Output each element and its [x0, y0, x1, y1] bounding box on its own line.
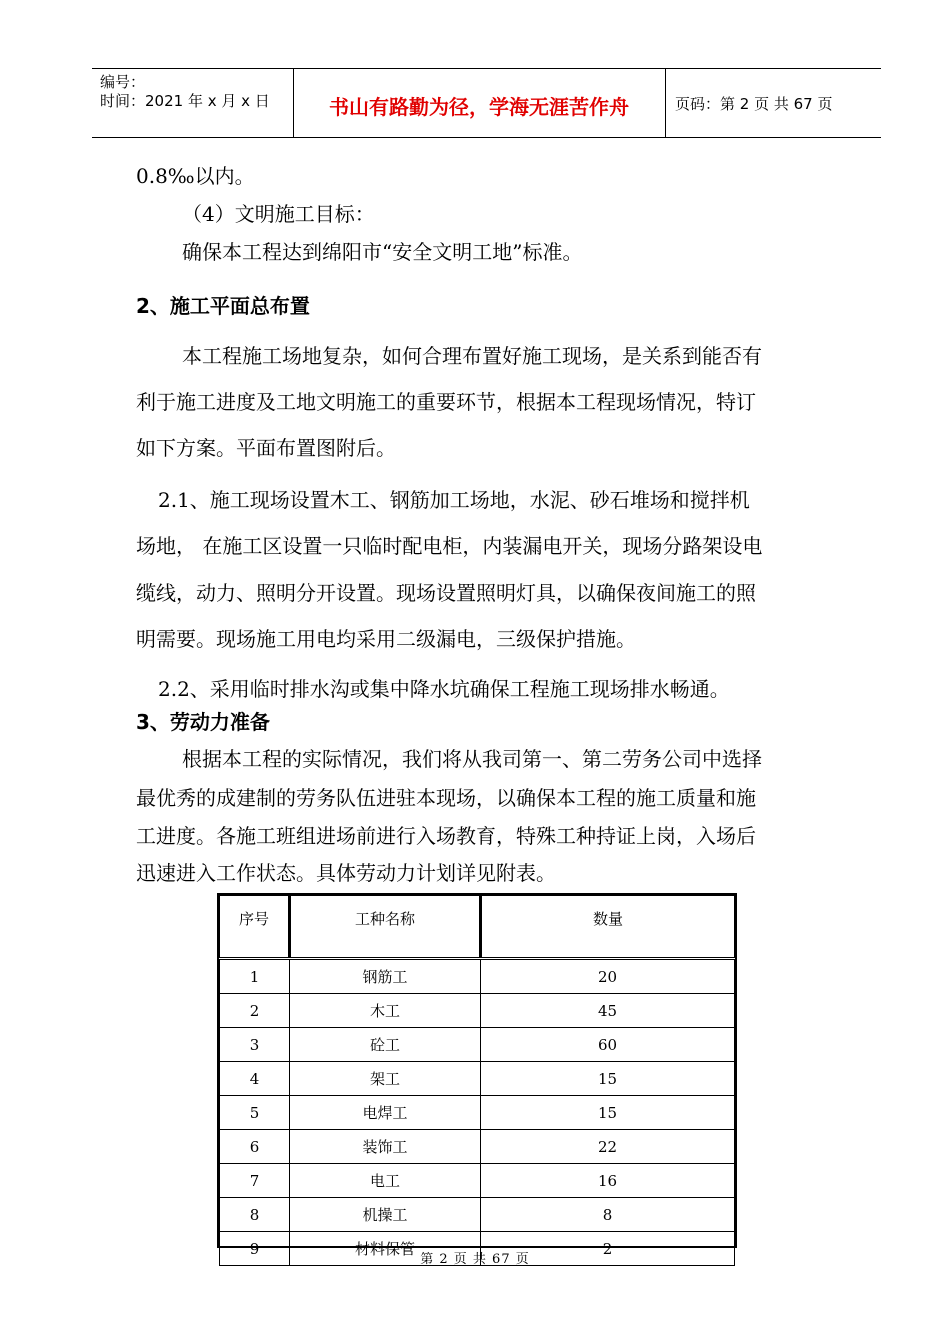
body-line: （4）文明施工目标： [182, 202, 375, 226]
table-cell: 木工 [290, 994, 481, 1028]
header-divider [665, 69, 666, 137]
table-cell: 2 [220, 994, 290, 1028]
header-meta [100, 73, 270, 111]
table-cell: 15 [481, 1096, 735, 1130]
table-cell: 钢筋工 [290, 959, 481, 994]
table-cell: 7 [220, 1164, 290, 1198]
table-header-cell: 数量 [481, 896, 735, 959]
table-cell: 45 [481, 994, 735, 1028]
body-line: 确保本工程达到绵阳市“安全文明工地”标准。 [182, 240, 583, 264]
table-cell: 电焊工 [290, 1096, 481, 1130]
body-line: 场地， 在施工区设置一只临时配电柜，内装漏电开关，现场分路架设电 [136, 534, 763, 558]
table-cell: 5 [220, 1096, 290, 1130]
body-line: 利于施工进度及工地文明施工的重要环节，根据本工程现场情况，特订 [136, 390, 756, 414]
table-row [220, 994, 735, 1028]
body-line: 2.1、施工现场设置木工、钢筋加工场地，水泥、砂石堆场和搅拌机 [158, 488, 750, 512]
table-cell: 材料保管 [290, 1232, 481, 1266]
time-label: 时间：2021 年 x 月 x 日 [100, 92, 270, 110]
table-row [220, 1028, 735, 1062]
table-cell: 9 [220, 1232, 290, 1266]
table-row [220, 1096, 735, 1130]
section-heading: 3、劳动力准备 [136, 710, 270, 734]
table-row [220, 1198, 735, 1232]
table-cell: 4 [220, 1062, 290, 1096]
page-footer: 第 2 页 共 67 页 [420, 1252, 530, 1267]
header-page-info: 页码：第 2 页 共 67 页 [675, 95, 833, 113]
table-cell: 22 [481, 1130, 735, 1164]
table-row [220, 1164, 735, 1198]
table-cell: 电工 [290, 1164, 481, 1198]
table-row [220, 959, 735, 994]
table-cell: 60 [481, 1028, 735, 1062]
body-line: 工进度。各施工班组进场前进行入场教育，特殊工种持证上岗，入场后 [136, 824, 756, 848]
labor-table [217, 893, 737, 1258]
table-row [220, 1130, 735, 1164]
table-cell: 架工 [290, 1062, 481, 1096]
table-cell: 15 [481, 1062, 735, 1096]
table-cell: 2 [481, 1232, 735, 1266]
page-header [92, 68, 881, 138]
table-header-cell: 工种名称 [290, 896, 481, 959]
body-line: 最优秀的成建制的劳务队伍进驻本现场，以确保本工程的施工质量和施 [136, 786, 756, 810]
table-row [220, 1062, 735, 1096]
body-line: 本工程施工场地复杂，如何合理布置好施工现场，是关系到能否有 [182, 344, 762, 368]
table-cell: 8 [220, 1198, 290, 1232]
body-line: 如下方案。平面布置图附后。 [136, 436, 396, 460]
table-cell: 机操工 [290, 1198, 481, 1232]
table-cell: 3 [220, 1028, 290, 1062]
body-line: 根据本工程的实际情况，我们将从我司第一、第二劳务公司中选择 [182, 747, 762, 771]
body-line: 明需要。现场施工用电均采用二级漏电，三级保护措施。 [136, 627, 636, 651]
body-line: 2.2、采用临时排水沟或集中降水坑确保工程施工现场排水畅通。 [158, 677, 730, 701]
table-cell: 砼工 [290, 1028, 481, 1062]
number-label: 编号： [100, 73, 146, 91]
table-header-cell: 序号 [220, 896, 290, 959]
table-cell: 8 [481, 1198, 735, 1232]
table-header-row [220, 896, 735, 959]
table-cell: 16 [481, 1164, 735, 1198]
table-cell: 20 [481, 959, 735, 994]
header-motto: 书山有路勤为径，学海无涯苦作舟 [329, 95, 629, 119]
body-line: 缆线，动力、照明分开设置。现场设置照明灯具，以确保夜间施工的照 [136, 581, 756, 605]
body-line: 0.8‰以内。 [136, 164, 255, 188]
table-cell: 1 [220, 959, 290, 994]
table-cell: 6 [220, 1130, 290, 1164]
body-line: 迅速进入工作状态。具体劳动力计划详见附表。 [136, 861, 556, 885]
table-cell: 装饰工 [290, 1130, 481, 1164]
section-heading: 2、施工平面总布置 [136, 294, 310, 318]
